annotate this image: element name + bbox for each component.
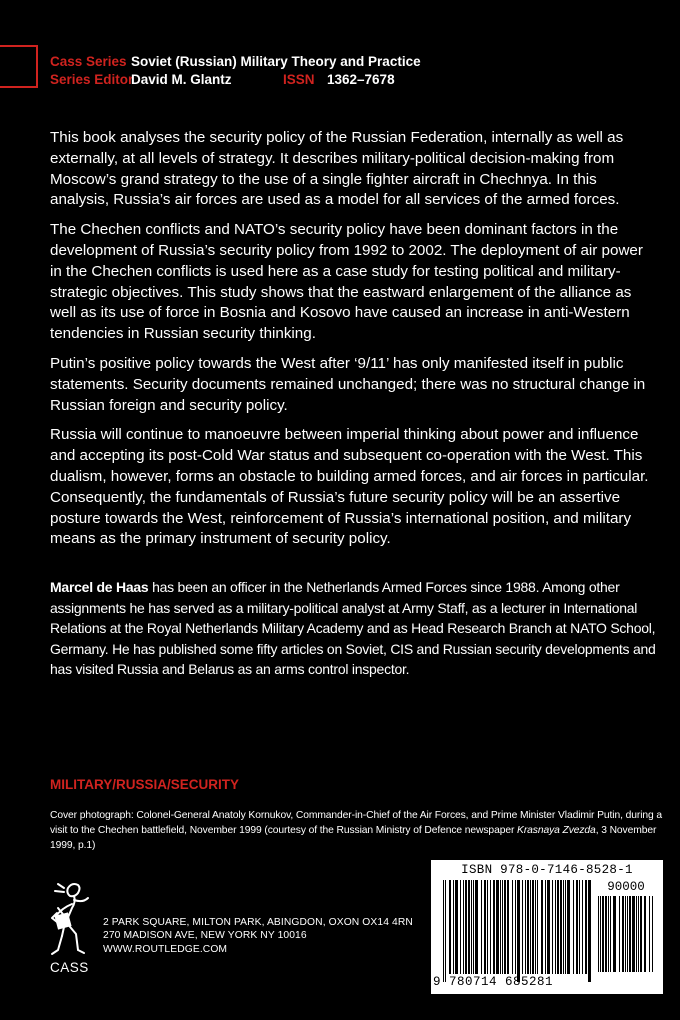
series-label: Cass Series [50, 54, 127, 69]
series-accent-box [0, 45, 38, 88]
publisher-address [103, 916, 413, 956]
issn-label: ISSN [283, 72, 315, 87]
series-title: Soviet (Russian) Military Theory and Practice [131, 54, 421, 69]
subject-category: MILITARY/RUSSIA/SECURITY [50, 777, 240, 792]
series-info [50, 53, 421, 89]
isbn-number: ISBN 978-0-7146-8528-1 [461, 863, 633, 877]
blurb-paragraph: Putin’s positive policy towards the West after ‘9/11’ has only manifested itself in public statements. Security documents remained unchanged; there was no structural change in Russian foreign and security policy. [50, 354, 646, 414]
author-name: Marcel de Haas [50, 579, 149, 595]
addon-digits: 90000 [607, 880, 645, 894]
book-blurb [50, 128, 650, 559]
issn-value: 1362–7678 [327, 72, 395, 87]
editor-name: David M. Glantz [131, 72, 232, 87]
blurb-paragraph: This book analyses the security policy of the Russian Federation, internally as well as externally, at all levels of strategy. It describes military-political decision-making from Moscow’s grand strategy to the use of a single fighter aircraft in Chechnya. In this analysis, Russia’s air forces are used as a model for all services of the armed forces. [50, 129, 624, 209]
addon-barcode-bars [598, 896, 656, 980]
ean-barcode-bars [443, 880, 593, 982]
credit-date: , 3 November 1999, p.1) [50, 825, 657, 851]
cass-logo-text: CASS [50, 960, 89, 975]
photo-credit [50, 808, 670, 853]
address-line: 270 MADISON AVE, NEW YORK NY 10016 [103, 930, 307, 942]
author-bio [50, 577, 662, 680]
ean-digits: 9 780714 685281 [433, 975, 554, 989]
author-bio-text: has been an officer in the Netherlands Armed Forces since 1988. Among other assignments he has served as a military-political analyst at Army Staff, as a lecturer in International Relations at the Royal Netherlands Military Academy and as Head Research Branch at NATO School, Germany. He has published some fifty articles on Soviet, CIS and Russian security developments and has visited Russia and Belarus as an arms control inspector. [50, 579, 656, 677]
editor-row [50, 71, 421, 89]
credit-text: Cover photograph: Colonel-General Anatoly Kornukov, Commander-in-Chief of the Air Forces, and Prime Minister Vladimir Putin, during a visit to the Chechen battlefield, November 1999 (courtesy of the Russian Ministry of Defence newspaper [50, 810, 663, 836]
credit-newspaper: Krasnaya Zvezda [517, 825, 596, 836]
blurb-paragraph: Russia will continue to manoeuvre between imperial thinking about power and influence and accepting its post-Cold War status and subsequent co-operation with the West. This dualism, however, forms an obstacle to building armed forces, and air forces in particular. Consequently, the fundamentals of Russia’s future security policy will be an assertive posture towards the West, reinforcement of Russia’s international position, and military means as the primary instrument of security policy. [50, 426, 649, 548]
address-line: 2 PARK SQUARE, MILTON PARK, ABINGDON, OXON OX14 4RN [103, 917, 413, 928]
blurb-paragraph: The Chechen conflicts and NATO’s security policy have been dominant factors in the development of Russia’s security policy from 1992 to 2002. The deployment of air power in the Chechen conflicts is used here as a case study for testing political and military-strategic objectives. This study shows that the eastward enlargement of the alliance as well as its use of force in Bosnia and Kosovo have caused an increase in anti-Western tendencies in Russian security thinking. [50, 221, 643, 343]
cass-figure-icon [44, 878, 98, 962]
editor-label: Series Editor [50, 72, 134, 87]
isbn-barcode [431, 860, 663, 994]
address-line: WWW.ROUTLEDGE.COM [103, 943, 228, 955]
series-row [50, 53, 421, 71]
